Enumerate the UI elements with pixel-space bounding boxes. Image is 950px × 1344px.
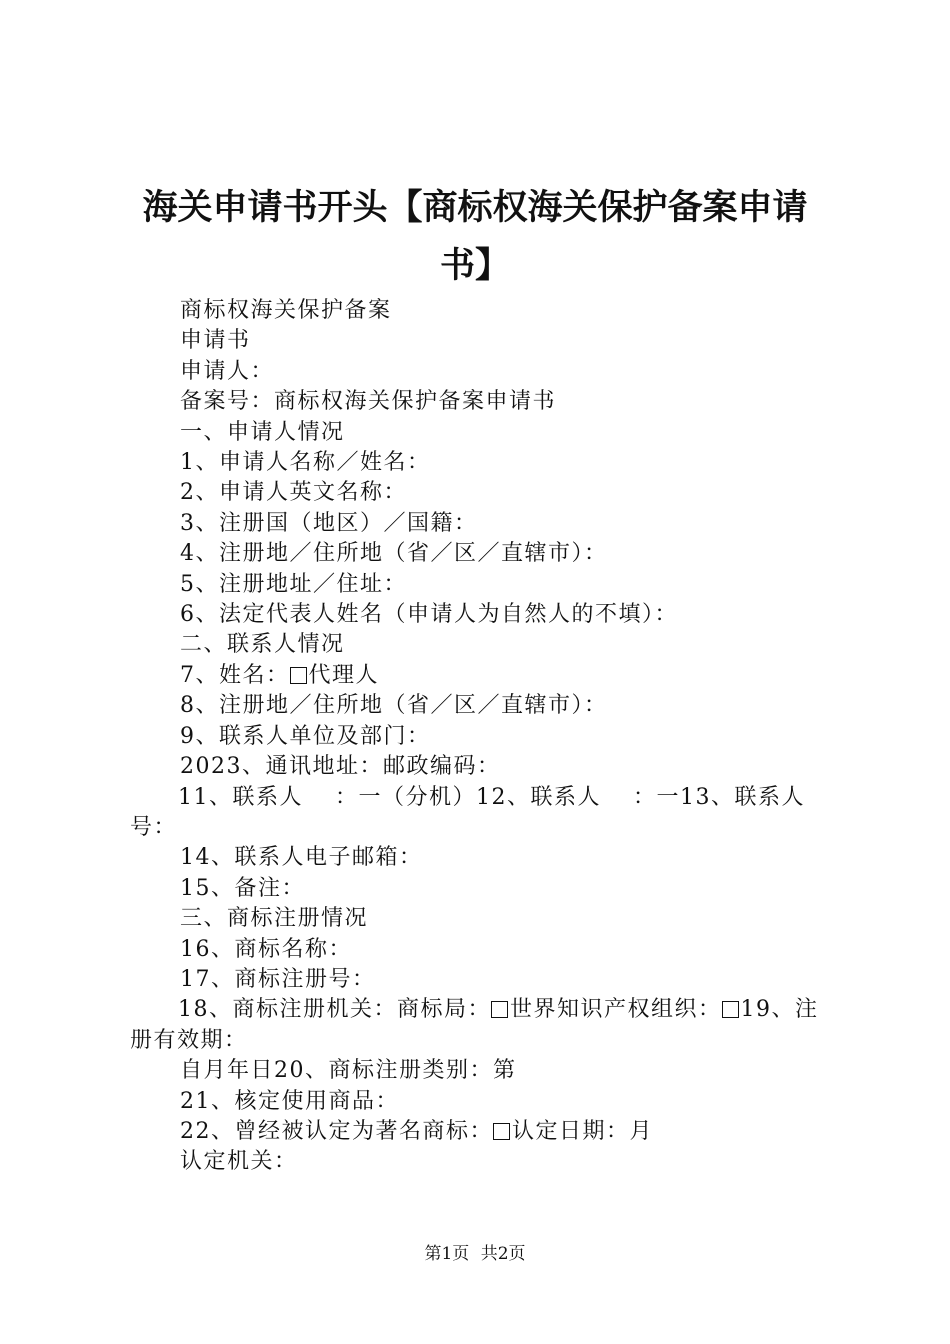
section-heading-trademark: 三、商标注册情况 (180, 906, 369, 932)
recognition-date-label: 认定日期：月 (512, 1118, 654, 1144)
document-title-line-1: 海关申请书开头【商标权海关保护备案申请 (142, 187, 808, 228)
agent-label: 代理人 (308, 662, 380, 688)
body-line: 备案号：商标权海关保护备案申请书 (180, 389, 557, 415)
body-line: 2、申请人英文名称： (180, 480, 407, 506)
section-heading-applicant: 一、申请人情况 (180, 419, 345, 445)
checkbox-wipo[interactable] (722, 1001, 739, 1018)
body-line: 申请书 (180, 328, 251, 354)
body-line-contact-phone: 11、联系人 ：一（分机）12、联系人 ：一13、联系人号： (130, 784, 805, 840)
body-line-registration-authority (130, 995, 838, 1056)
body-line: 自月年日20、商标注册类别：第 (180, 1058, 517, 1084)
page-number: 第1页 (424, 1244, 470, 1264)
body-line: 6、法定代表人姓名（申请人为自然人的不填）： (180, 602, 678, 628)
body-line: 3、注册国（地区）／国籍： (180, 510, 478, 536)
famous-mark-label: 22、曾经被认定为著名商标： (180, 1118, 493, 1144)
wipo-label: 世界知识产权组织： (510, 997, 722, 1023)
body-line-name (130, 661, 838, 691)
body-line: 认定机关： (180, 1149, 298, 1175)
body-line-famous-mark (130, 1117, 838, 1147)
body-line: 申请人： (180, 358, 275, 384)
page-footer (0, 1243, 950, 1265)
document-title-line-2: 书】 (439, 245, 510, 286)
body-line: 9、联系人单位及部门： (180, 723, 431, 749)
body-line: 商标权海关保护备案 (180, 298, 392, 323)
body-line: 17、商标注册号： (180, 966, 376, 992)
body-line: 21、核定使用商品： (180, 1088, 399, 1114)
checkbox-famous-mark[interactable] (493, 1123, 510, 1140)
name-label: 7、姓名： (180, 662, 290, 688)
body-line: 5、注册地址／住址： (180, 571, 407, 597)
body-line: 15、备注： (180, 875, 305, 901)
body-line: 16、商标名称： (180, 936, 352, 962)
registration-authority-label: 18、商标注册机关：商标局： (178, 997, 491, 1023)
validity-label: 19、注册有效期： (130, 997, 819, 1053)
body-line: 4、注册地／住所地（省／区／直辖市）： (180, 541, 608, 567)
page-total: 共2页 (480, 1244, 526, 1264)
checkbox-agent[interactable] (290, 667, 307, 684)
body-line: 1、申请人名称／姓名： (180, 450, 431, 476)
body-line: 8、注册地／住所地（省／区／直辖市）： (180, 693, 608, 719)
section-heading-contact: 二、联系人情况 (180, 632, 345, 658)
document-body (130, 296, 838, 1178)
body-line: 14、联系人电子邮箱： (180, 845, 423, 871)
checkbox-trademark-office[interactable] (491, 1001, 508, 1018)
body-line: 2023、通讯地址：邮政编码： (180, 754, 501, 780)
